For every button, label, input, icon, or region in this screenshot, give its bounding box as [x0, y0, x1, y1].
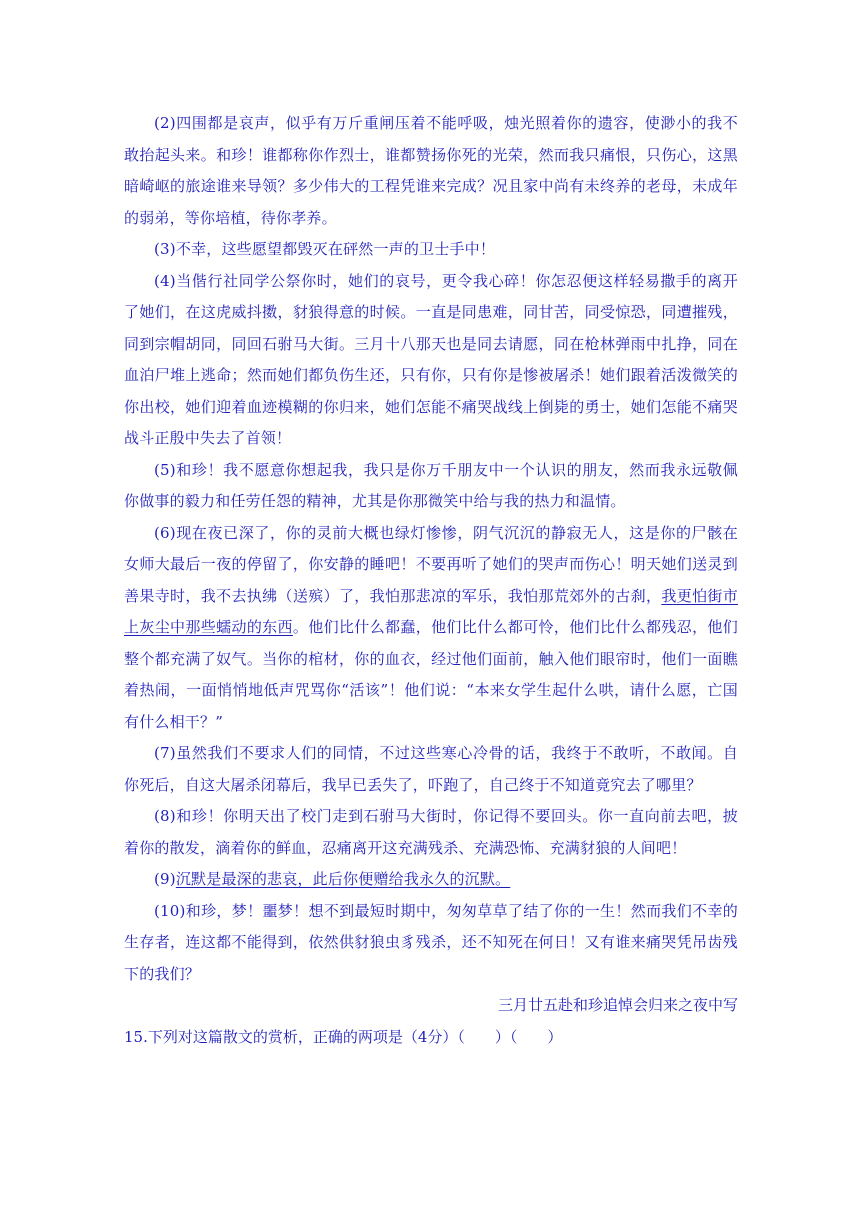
paragraph-2	[124, 108, 738, 234]
paragraph-number: (10)	[154, 901, 186, 920]
paragraph-number: (2)	[154, 114, 176, 132]
paragraph-number: (6)	[154, 523, 176, 542]
paragraph-text: 和珍！我不愿意你想起我，我只是你万千朋友中一个认识的朋友，然而我永远敬佩你做事的毅力和任劳任怨的精神，尤其是你那微笑中给与我的热力和温情。	[124, 460, 738, 510]
paragraph-text: 和珍，梦！噩梦！想不到最短时期中，匆匆草草了结了你的一生！然而我们不幸的生存者，连这都不能得到，依然供豺狼虫豸残杀，还不知死在何日！又有谁来痛哭凭吊齿残下的我们？	[124, 901, 738, 983]
paragraph-number: (5)	[154, 460, 176, 479]
paragraph-5	[124, 455, 738, 518]
paragraph-3	[124, 234, 738, 266]
paragraph-text: 虽然我们不要求人们的同情，不过这些寒心冷骨的话，我终于不敢听，不敢闻。自你死后，自这大屠杀闭幕后，我早已丢失了，吓跑了，自己终于不知道竟究去了哪里？	[124, 744, 738, 794]
signature-line: 三月廿五赴和珍追悼会归来之夜中写	[497, 996, 738, 1014]
paragraph-text: 当偕行社同学公祭你时，她们的哀号，更令我心碎！你怎忍便这样轻易撒手的离开了她们，在这虎威抖擞，豺狼得意的时候。一直是同患难，同甘苦，同受惊恐，同遭摧残，同到宗帽胡同，同回石驸马大街。三月十八那天也是同去请愿，同在枪林弹雨中扎挣，同在血泊尸堆上逃命；然而她们都负伤生还，只有你，只有你是惨被屠杀！她们跟着活泼微笑的你出校，她们迎着血迹模糊的你归来，她们怎能不痛哭战线上倒毙的勇士，她们怎能不痛哭战斗正殷中失去了首领！	[124, 271, 738, 447]
document-page	[124, 108, 738, 1053]
paragraph-text: 不幸，这些愿望都毁灭在砰然一声的卫士手中！	[175, 240, 496, 258]
paragraph-7	[124, 738, 738, 801]
underlined-sentence: 沉默是最深的悲哀，此后你便赠给我永久的沉默。	[175, 870, 511, 888]
paragraph-number: (9)	[154, 870, 176, 888]
paragraph-number: (3)	[154, 240, 176, 258]
underlined-sentence: 我更怕街市上灰尘中那些蠕动的东西	[124, 586, 738, 636]
paragraph-9	[124, 864, 738, 896]
paragraph-number: (8)	[154, 807, 176, 825]
paragraph-number: (4)	[154, 271, 176, 290]
paragraph-text: 四围都是哀声，似乎有万斤重闸压着不能呼吸，烛光照着你的遗容，使渺小的我不敢抬起头来。和珍！谁都称你作烈士，谁都赞扬你死的光荣，然而我只痛恨，只伤心，这黑暗崎岖的旅途谁来导领？多少伟大的工程凭谁来完成？况且家中尚有未终养的老母，未成年的弱弟，等你培植，待你孝养。	[124, 114, 738, 227]
paragraph-text: 和珍！你明天出了校门走到石驸马大街时，你记得不要回头。你一直向前去吧，披着你的散发，滴着你的鲜血，忍痛离开这充满残杀、充满恐怖、充满豺狼的人间吧！	[124, 807, 738, 857]
paragraph-4	[124, 266, 738, 455]
paragraph-text: 。他们比什么都蠢，他们比什么都可怜，他们比什么都残忍，他们整个都充满了奴气。当你的棺材，你的血衣，经过他们面前，触入他们眼帘时，他们一面瞧着热闹，一面悄悄地低声咒骂你“活该”！他们说：“本来女学生起什么哄，请什么愿，亡国有什么相干？”	[124, 618, 738, 731]
paragraph-6	[124, 518, 738, 739]
paragraph-text: 现在夜已深了，你的灵前大概也绿灯惨惨，阴气沉沉的静寂无人，这是你的尸骸在女师大最后一夜的停留了，你安静的睡吧！不要再听了她们的哭声而伤心！明天她们送灵到善果寺时，我不去执绋（送殡）了，我怕那悲凉的军乐，我怕那荒郊外的古刹，	[124, 523, 738, 605]
question-15: 15.下列对这篇散文的赏析，正确的两项是（4分）（ ）（ ）	[124, 1027, 563, 1046]
paragraph-number: (7)	[154, 744, 176, 762]
paragraph-8	[124, 801, 738, 864]
paragraph-10	[124, 896, 738, 991]
